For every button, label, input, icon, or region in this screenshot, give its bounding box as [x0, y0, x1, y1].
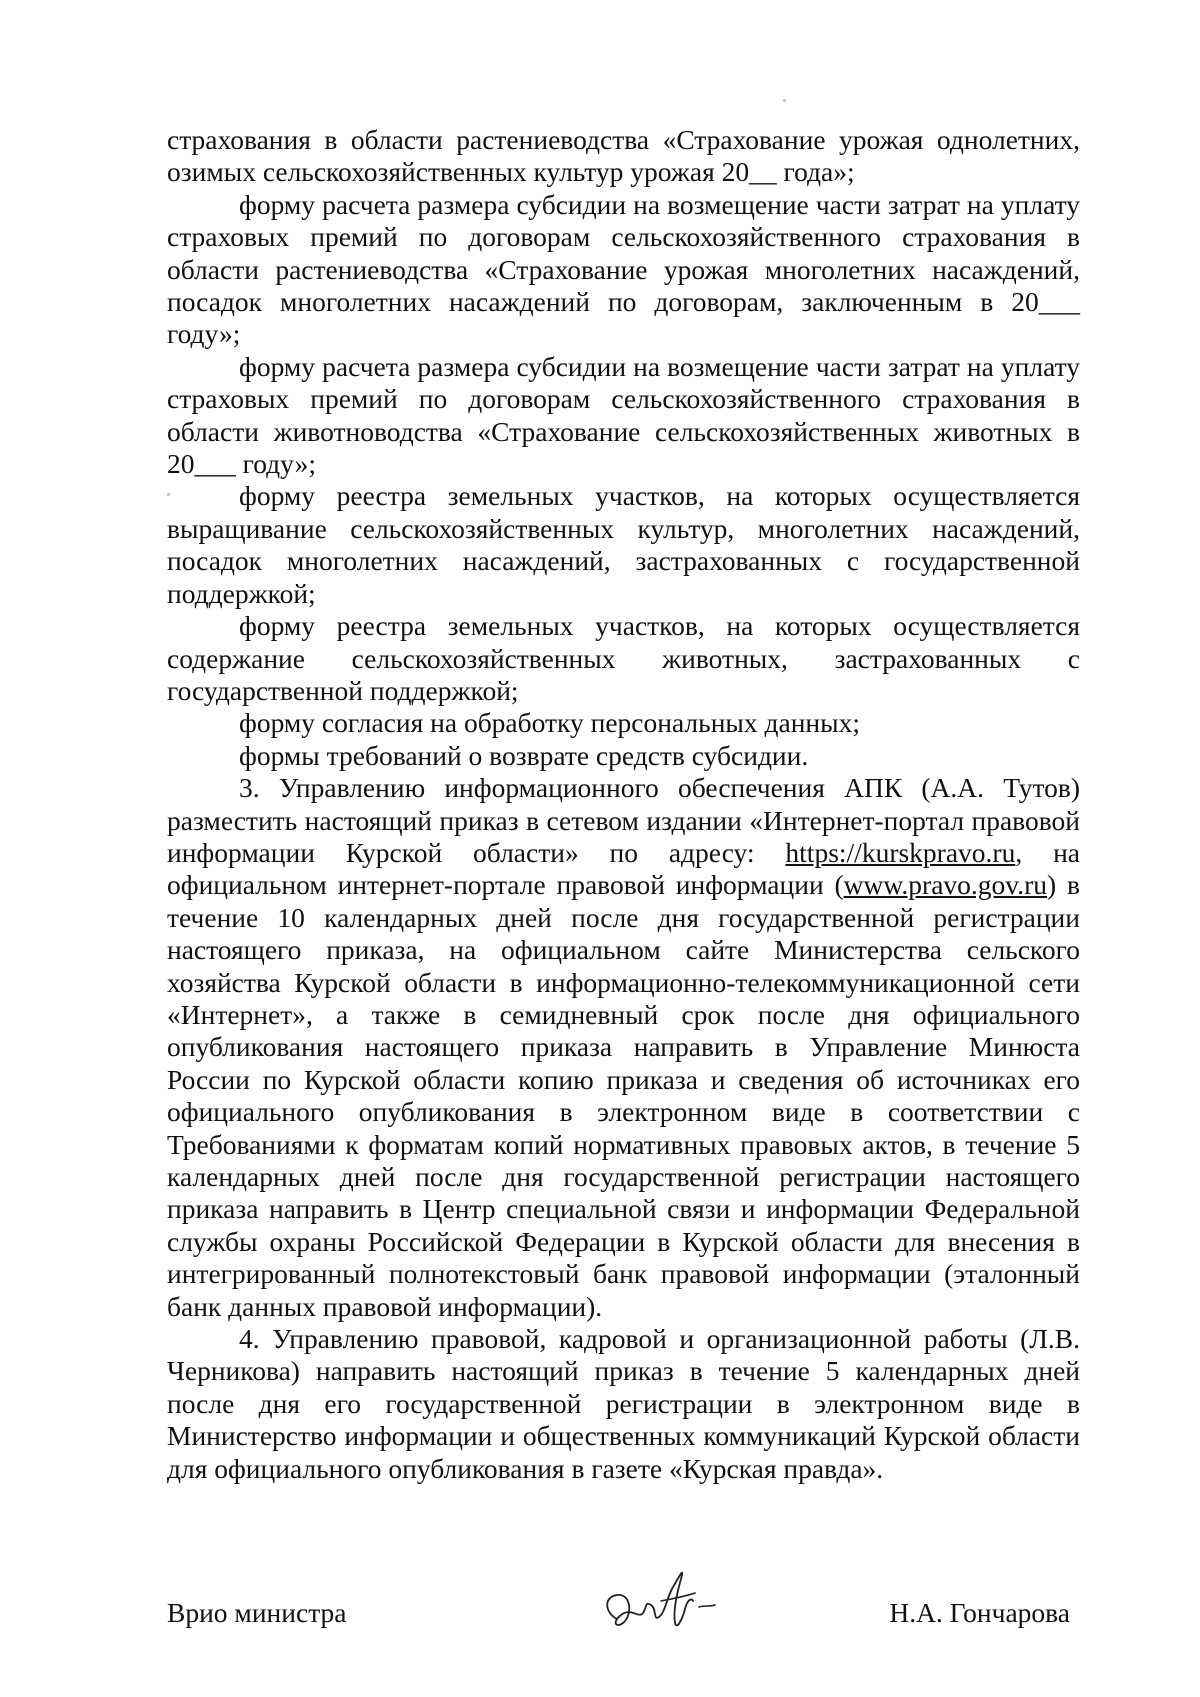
- handwritten-signature: [587, 1557, 747, 1647]
- paragraph-registry-crops: форму реестра земельных участков, на которых осуществляется выращивание сельскохозяйственных культур, многолетних насаждений, посадок многолетних насаждений, застрахованных с государственной поддержкой;: [167, 480, 1080, 609]
- paragraph-registry-animals: форму реестра земельных участков, на которых осуществляется содержание сельскохозяйственных животных, застрахованных с государственной поддержкой;: [167, 610, 1080, 706]
- paragraph-item-4: 4. Управлению правовой, кадровой и организационной работы (Л.В. Черникова) направить настоящий приказ в течение 5 календарных дней после дня его государственной регистрации в электронном виде в Министерство информации и общественных коммуникаций Курской области для официального опубликования в газете «Курская правда».: [167, 1323, 1080, 1484]
- kurskpravo-link[interactable]: https://kurskpravo.ru: [785, 836, 1016, 868]
- paragraph-refund-forms: формы требований о возврате средств субсидии.: [239, 739, 809, 771]
- scan-speck: [783, 99, 786, 102]
- signatory-name: Н.А. Гончарова: [889, 1597, 1070, 1628]
- item3-text-part3: ) в течение 10 календарных дней после дня государственной регистрации настоящего приказа, на официальном сайте Министерства сельского хозяйства Курской области в информационно-телекоммуникационной сети «Интернет», а также в семидневный срок после дня официального опубликования настоящего приказа направить в Управление Минюста России по Курской области копию приказа и сведения об источниках его официального опубликования в электронном виде в соответствии с Требованиями к форматам копий нормативных правовых актов, в течение 5 календарных дней после дня государственной регистрации настоящего приказа направить в Центр специальной связи и информации Федеральной службы охраны Российской Федерации в Курской области для внесения в интегрированный полнотекстовый банк правовой информации (эталонный банк данных правовой информации).: [167, 869, 1080, 1322]
- document-body: [167, 124, 1080, 1485]
- paragraph-form-perennial: форму расчета размера субсидии на возмещение части затрат на уплату страховых премий по договорам сельскохозяйственного страхования в области растениеводства «Страхование урожая многолетних насаждений, посадок многолетних насаждений по договорам, заключенным в 20___ году»;: [167, 188, 1080, 350]
- signature-block: [167, 1587, 1080, 1647]
- paragraph-item-3: [167, 772, 1080, 1323]
- item3-text-part1: 3. Управлению информационного обеспечения АПК (А.А. Тутов) разместить настоящий приказ в сетевом издании «Интернет-портал правовой информации Курской области» по адресу:: [167, 772, 1080, 868]
- paragraph-form-livestock: форму расчета размера субсидии на возмещение части затрат на уплату страховых премий по договорам сельскохозяйственного страхования в области животноводства «Страхование сельскохозяйственных животных в 20___ году»;: [167, 350, 1080, 480]
- paragraph-continuation: страхования в области растениеводства «Страхование урожая однолетних, озимых сельскохозяйственных культур урожая 20__ года»;: [167, 124, 1080, 188]
- signatory-position: Врио министра: [167, 1597, 347, 1628]
- paragraph-consent-form: форму согласия на обработку персональных данных;: [239, 707, 861, 739]
- item3-text-part2: , на официальном интернет-портале правовой информации (: [167, 836, 1080, 901]
- pravo-gov-link[interactable]: www.pravo.gov.ru: [843, 869, 1048, 901]
